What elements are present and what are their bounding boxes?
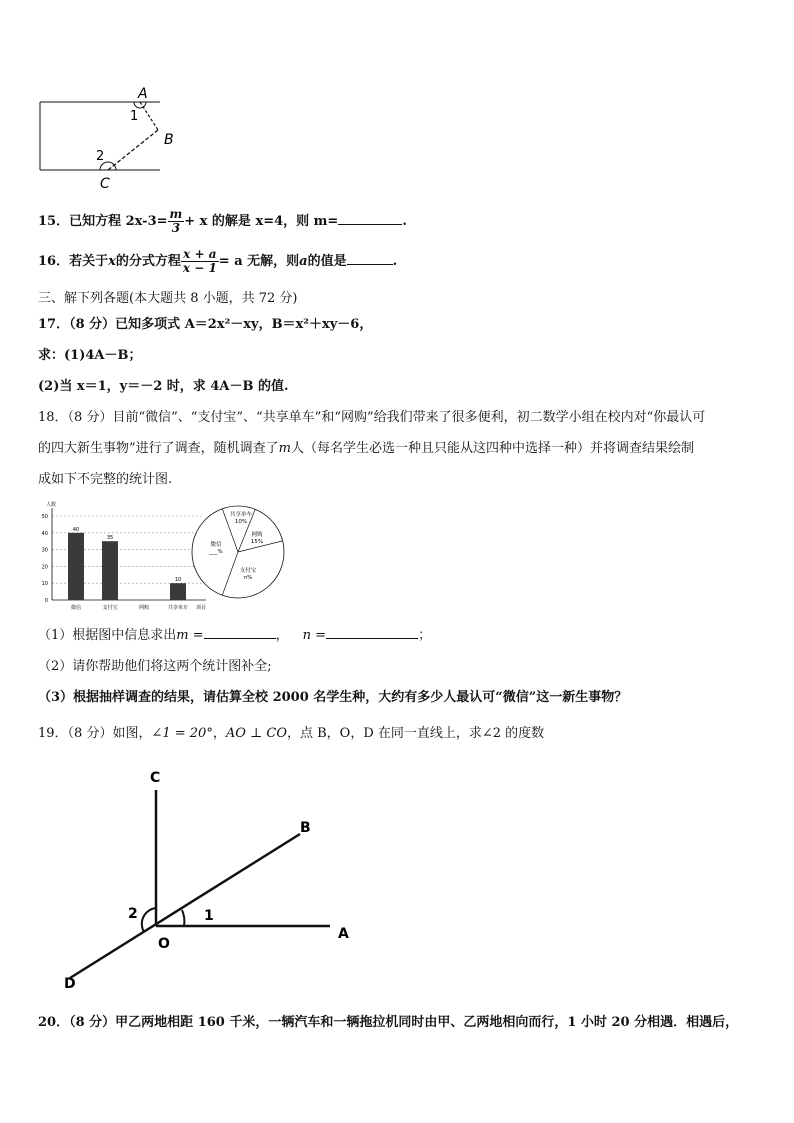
fig-label-2: 2 — [96, 149, 105, 164]
bar-3 — [170, 583, 186, 600]
x-tick-label: 支付宝 — [102, 605, 118, 611]
bar-0 — [68, 533, 84, 600]
q15-frac-den: 3 — [171, 221, 181, 235]
q18-sub1-sep: ， — [275, 628, 289, 643]
q15-fraction — [168, 208, 185, 235]
q16-suffix: . — [392, 254, 398, 269]
x-tick-label: 共享单车 — [167, 605, 189, 611]
q19-sep: ， — [212, 726, 226, 741]
bar-data-label: 35 — [106, 535, 114, 542]
q18-sub1-end: ； — [418, 628, 432, 643]
y-axis-label: 人数 — [46, 502, 57, 508]
q18-sub1 — [38, 624, 431, 643]
q16-mid1: 的分式方程 — [115, 254, 181, 269]
pie-slice-label: 支付宝 — [239, 568, 257, 574]
q16-mid3: 的值是 — [307, 254, 347, 269]
q17-line3: (2)当 x＝1，y＝－2 时，求 4A－B 的值. — [38, 379, 289, 394]
fig-segment-ab — [140, 102, 158, 130]
q17-line1: 17．（8 分）已知多项式 A＝2x²－xy，B＝x²＋xy－6， — [38, 317, 373, 332]
line-bd — [70, 834, 300, 978]
bar-1 — [102, 541, 118, 600]
figure-19-angles — [40, 760, 370, 1000]
q15-frac-num: m — [169, 207, 183, 221]
pie-slice-value: ___% — [209, 549, 223, 555]
label-c: C — [150, 770, 161, 786]
q18-sub1-text: （1）根据图中信息求出 — [38, 628, 177, 643]
x-axis-label: 项目 — [196, 605, 207, 611]
bar-data-label: 10 — [174, 577, 182, 584]
q16-var-a: a — [299, 254, 308, 269]
section-3-header: 三、解下列各题(本大题共 8 小题，共 72 分) — [38, 291, 298, 306]
question-19 — [38, 722, 544, 741]
label-angle-1: 1 — [204, 908, 214, 924]
q16-frac-num: x + a — [181, 248, 219, 262]
q16-var-x: x — [108, 254, 116, 269]
q15-suffix: . — [402, 214, 407, 229]
q19-rest: ，点 B，O，D 在同一直线上，求∠2 的度数 — [286, 726, 545, 741]
figure-rectangle-abc — [30, 84, 190, 194]
pie-slice-label: 网购 — [251, 532, 263, 538]
q18-line1: 18．（8 分）目前“微信”、“支付宝”、“共享单车”和“网购”给我们带来了很多便利，初二数学小组在校内对“你最认可 — [38, 410, 706, 425]
y-tick-label: 40 — [41, 530, 48, 537]
pie-chart-survey — [188, 502, 288, 602]
q19-perp: AO ⊥ CO — [225, 726, 287, 741]
fig-label-b: B — [164, 132, 174, 148]
fig-label-1: 1 — [130, 109, 139, 124]
label-b: B — [300, 820, 311, 836]
q17-line2: 求：(1)4A－B； — [38, 348, 142, 363]
y-tick-label: 0 — [44, 598, 48, 604]
pie-slice-value: 10% — [234, 519, 248, 525]
q18-var-m: m — [278, 441, 291, 456]
bar-data-label: 40 — [72, 526, 80, 533]
q18-sub1-m: m = — [176, 628, 204, 643]
q18-sub1-n: n = — [302, 628, 327, 643]
q18-line3: 成如下不完整的统计图. — [38, 472, 173, 487]
q18-sub3: （3）根据抽样调查的结果，请估算全校 2000 名学生种，大约有多少人最认可“微信”这一新生事物？ — [38, 690, 628, 705]
q16-answer-blank[interactable] — [347, 252, 393, 265]
question-15 — [38, 208, 407, 235]
q20-line1: 20．（8 分）甲乙两地相距 160 千米，一辆汽车和一辆拖拉机同时由甲、乙两地相向而行，1 小时 20 分相遇．相遇后， — [38, 1015, 739, 1030]
pie-slice-value: n% — [243, 575, 253, 581]
label-o: O — [158, 936, 170, 952]
pie-slice-label: 微信 — [210, 542, 222, 548]
fig-label-c: C — [100, 176, 110, 192]
angle1-arc — [182, 910, 184, 926]
q19-angle: ∠1 = 20° — [151, 726, 213, 741]
q18-n-blank[interactable] — [326, 626, 418, 639]
q15-prefix: 15．已知方程 2x-3= — [38, 214, 168, 229]
fig-label-a: A — [138, 86, 148, 102]
x-tick-label: 网购 — [138, 605, 150, 611]
q18-line2-b: 人（每名学生必选一种且只能从这四种中选择一种）并将调查结果绘制 — [290, 441, 694, 456]
pie-slice-value: 15% — [250, 539, 264, 545]
q16-mid2: = a 无解，则 — [218, 254, 300, 269]
pie-slice-label: 共享单车 — [229, 512, 253, 518]
question-16 — [38, 248, 397, 275]
q18-m-blank[interactable] — [204, 626, 276, 639]
y-tick-label: 50 — [41, 514, 48, 520]
label-a: A — [338, 926, 349, 942]
y-tick-label: 30 — [41, 547, 48, 554]
x-tick-label: 微信 — [70, 605, 82, 611]
q16-fraction — [181, 248, 219, 275]
y-tick-label: 10 — [41, 581, 48, 588]
fig-segment-bc — [108, 130, 158, 170]
q18-sub2: （2）请你帮助他们将这两个统计图补全; — [38, 659, 272, 674]
y-tick-label: 20 — [41, 564, 48, 571]
q18-line2 — [38, 437, 694, 456]
q19-prefix: 19．（8 分）如图， — [38, 726, 152, 741]
q18-line2-a: 的四大新生事物”进行了调查，随机调查了 — [38, 441, 279, 456]
label-angle-2: 2 — [128, 906, 138, 922]
q16-prefix: 16．若关于 — [38, 254, 109, 269]
label-d: D — [64, 976, 76, 992]
q15-mid: + x 的解是 x=4，则 m= — [184, 214, 339, 229]
q16-frac-den: x − 1 — [182, 261, 217, 275]
bar-chart-survey — [30, 496, 210, 612]
q15-answer-blank[interactable] — [338, 212, 402, 225]
